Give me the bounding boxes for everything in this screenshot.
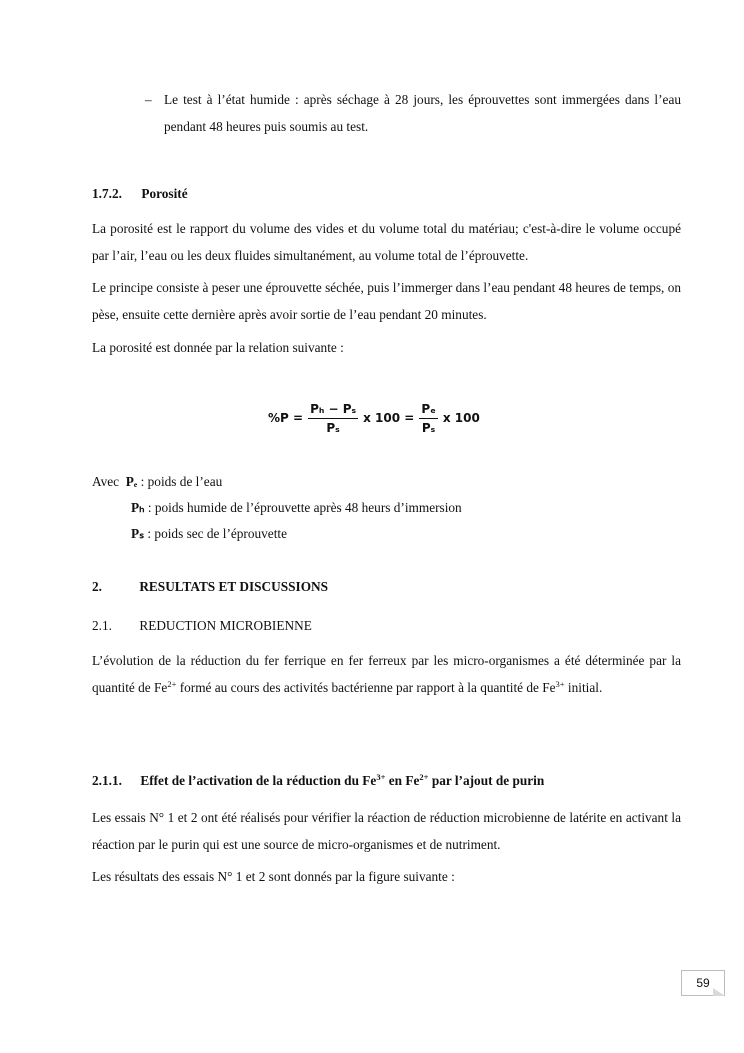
text-run: L’évolution de la réduction du fer ferrique en fer ferreux par les micro-organismes a été déterminée par la quantité de Fe bbox=[92, 653, 681, 695]
section-heading-1-7-2 bbox=[92, 186, 188, 202]
avec-label: Avec bbox=[92, 474, 120, 489]
superscript: 3+ bbox=[555, 678, 565, 689]
definition-ps bbox=[92, 521, 462, 547]
bullet-item bbox=[145, 86, 681, 140]
variable-definitions bbox=[92, 469, 462, 547]
paragraph-porosity-definition: La porosité est le rapport du volume des vides et du volume total du matériau; c'est-à-dire le volume occupé par l’air, l’eau ou les deux fluides simultanément, au volume total de l’éprouvette. bbox=[92, 221, 681, 263]
fraction-2-denominator: Pₛ bbox=[421, 420, 436, 435]
paragraph-porosity-principle: Le principe consiste à peser une éprouvette séchée, puis l’immerger dans l’eau pendant 48 heures de temps, on pèse, ensuite cette dernière après avoir sortie de l’eau pendant 20 minutes. bbox=[92, 280, 681, 322]
section-title: RESULTATS ET DISCUSSIONS bbox=[139, 579, 329, 594]
text-run: initial. bbox=[564, 679, 603, 695]
superscript: 3+ bbox=[376, 772, 386, 782]
page-curl-icon bbox=[713, 988, 725, 996]
fraction-1-numerator: Pₕ − Pₛ bbox=[308, 402, 358, 419]
definition-ph bbox=[92, 495, 462, 521]
definition-pe bbox=[92, 469, 462, 495]
paragraph-microbial-reduction bbox=[92, 648, 681, 701]
section-title: REDUCTION MICROBIENNE bbox=[139, 618, 312, 633]
section-title: Porosité bbox=[141, 186, 188, 201]
paragraph-porosity-relation: La porosité est donnée par la relation suivante : bbox=[92, 340, 344, 355]
text-run: en Fe bbox=[385, 773, 420, 788]
bullet-text: Le test à l’état humide : après séchage à 28 jours, les éprouvettes sont immergées dans l’eau pendant 48 heures puis soumis au test. bbox=[164, 92, 681, 134]
definition-ph-text: : poids humide de l’éprouvette après 48 heurs d’immersion bbox=[144, 500, 462, 515]
section-heading-2 bbox=[92, 579, 328, 595]
section-number: 1.7.2. bbox=[92, 186, 122, 201]
superscript: 2+ bbox=[419, 772, 429, 782]
section-number: 2. bbox=[92, 579, 102, 594]
text-run: par l’ajout de purin bbox=[428, 773, 545, 788]
text-run: formé au cours des activités bactérienne par rapport à la quantité de Fe bbox=[176, 679, 556, 695]
bullet-dash: – bbox=[145, 92, 152, 107]
definition-ps-text: : poids sec de l’éprouvette bbox=[144, 526, 287, 541]
paragraph-trials-description: Les essais N° 1 et 2 ont été réalisés pour vérifier la réaction de réduction microbienne de latérite en activant la réaction par le purin qui est une source de micro-organismes et de nutriment. bbox=[92, 810, 681, 852]
text-run: Effet de l’activation de la réduction du Fe bbox=[140, 773, 377, 788]
superscript: 2+ bbox=[167, 678, 177, 689]
symbol-ph: Pₕ bbox=[131, 500, 145, 515]
symbol-ps: Pₛ bbox=[131, 526, 145, 541]
porosity-formula bbox=[268, 396, 480, 440]
section-number: 2.1.1. bbox=[92, 773, 122, 788]
fraction-2 bbox=[419, 402, 438, 435]
definition-pe-text: : poids de l’eau bbox=[137, 474, 223, 489]
page-number-box bbox=[681, 970, 725, 996]
formula-end: x 100 bbox=[442, 411, 480, 425]
section-number: 2.1. bbox=[92, 618, 112, 633]
formula-lhs: %P = bbox=[268, 411, 304, 425]
formula-middle: x 100 = bbox=[363, 411, 415, 425]
section-heading-2-1 bbox=[92, 618, 312, 634]
fraction-2-numerator: Pₑ bbox=[419, 402, 438, 419]
section-heading-2-1-1 bbox=[92, 773, 544, 789]
page-number: 59 bbox=[696, 976, 710, 990]
paragraph-trials-results: Les résultats des essais N° 1 et 2 sont donnés par la figure suivante : bbox=[92, 869, 455, 884]
fraction-1 bbox=[308, 402, 358, 435]
symbol-pe: Pₑ bbox=[125, 474, 138, 489]
fraction-1-denominator: Pₛ bbox=[326, 420, 340, 435]
